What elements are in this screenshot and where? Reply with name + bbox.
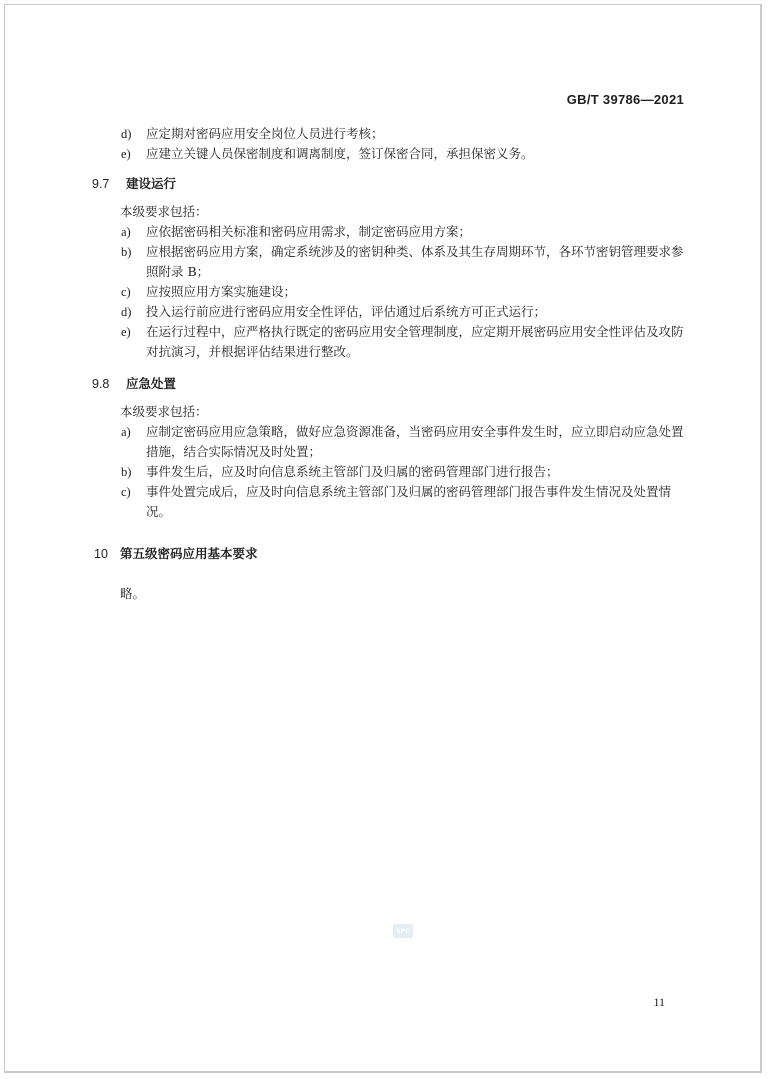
item-label: a)	[121, 225, 131, 239]
item-label: c)	[121, 485, 131, 499]
section-number: 9.7	[92, 177, 110, 191]
list-item	[0, 422, 768, 462]
list-item	[0, 124, 768, 144]
chapter-title: 第五级密码应用基本要求	[120, 546, 258, 561]
item-text: 投入运行前应进行密码应用安全性评估，评估通过后系统方可正式运行；	[146, 304, 547, 319]
list-item	[0, 222, 768, 242]
item-text: 事件处置完成后，应及时向信息系统主管部门及归属的密码管理部门报告事件发生情况及处置情况。	[146, 484, 672, 519]
item-text: 事件发生后，应及时向信息系统主管部门及归属的密码管理部门进行报告；	[146, 464, 559, 479]
standard-number: GB/T 39786—2021	[566, 92, 684, 107]
publisher-logo-icon: SPC	[393, 924, 413, 938]
item-text: 应建立关键人员保密制度和调离制度，签订保密合同，承担保密义务。	[146, 146, 534, 161]
item-label: c)	[121, 285, 131, 299]
item-label: d)	[121, 305, 132, 319]
list-item	[0, 302, 768, 322]
section-heading-9-7	[0, 174, 768, 194]
item-label: a)	[121, 425, 131, 439]
item-text: 应定期对密码应用安全岗位人员进行考核；	[146, 126, 384, 141]
page-number: 11	[653, 995, 665, 1009]
list-item	[0, 282, 768, 302]
item-label: e)	[121, 325, 131, 339]
item-text: 应依据密码相关标准和密码应用需求，制定密码应用方案；	[146, 224, 472, 239]
chapter-body: 略。	[120, 586, 146, 601]
section-9-7-list	[0, 222, 768, 362]
item-label: e)	[121, 147, 131, 161]
item-text: 应制定密码应用应急策略，做好应急资源准备，当密码应用安全事件发生时，应立即启动应急处置措施，结合实际情况及时处置；	[146, 424, 684, 459]
section-intro: 本级要求包括：	[120, 204, 208, 219]
page-content	[0, 124, 768, 604]
item-text: 应按照应用方案实施建设；	[146, 284, 297, 299]
prev-section-list	[0, 124, 768, 164]
item-text: 在运行过程中，应严格执行既定的密码应用安全管理制度，应定期开展密码应用安全性评估及攻防对抗演习，并根据评估结果进行整改。	[146, 324, 684, 359]
item-text: 应根据密码应用方案，确定系统涉及的密钥种类、体系及其生存周期环节，各环节密钥管理要求参照附录 B；	[146, 244, 684, 279]
section-number: 9.8	[92, 377, 110, 391]
item-label: b)	[121, 245, 132, 259]
chapter-heading-10	[0, 544, 768, 564]
item-label: b)	[121, 465, 132, 479]
section-title: 应急处置	[126, 376, 177, 391]
section-intro: 本级要求包括：	[120, 404, 208, 419]
list-item	[0, 144, 768, 164]
item-label: d)	[121, 127, 132, 141]
section-title: 建设运行	[126, 176, 177, 191]
list-item	[0, 482, 768, 522]
list-item	[0, 462, 768, 482]
chapter-number: 10	[94, 547, 108, 561]
list-item	[0, 242, 768, 282]
list-item	[0, 322, 768, 362]
section-9-8-list	[0, 422, 768, 522]
section-heading-9-8	[0, 374, 768, 394]
